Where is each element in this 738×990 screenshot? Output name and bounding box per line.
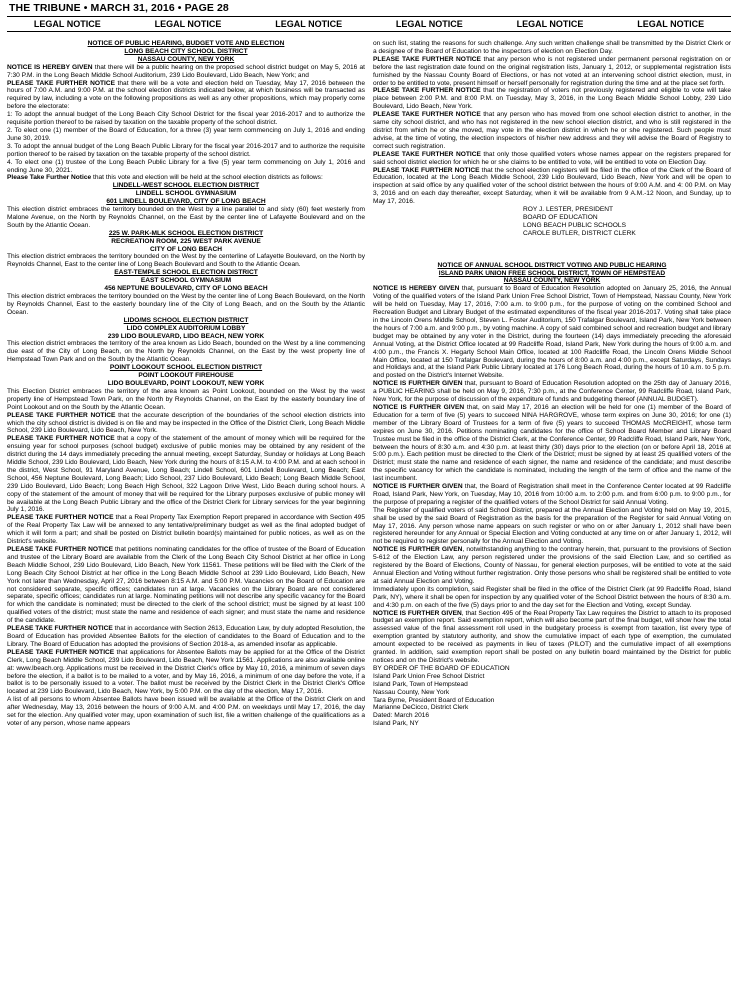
section-label: LEGAL NOTICE xyxy=(154,19,222,29)
notice-paragraph: A list of all persons to whom Absentee Ballots have been issued will be available at the Office of the District Clerk on and after Wednesday, May 13, 2016 between the hours of 9:00 A.M. and 4:00 P.M. on weekdays until May 17, 2016, the day set for the election. Any qualified voter may, upon examination of such list, file a written challenge of the qualifications as a voter of any person, whose name appears xyxy=(7,696,365,727)
spacer xyxy=(373,238,731,262)
notice-heading: POINT LOOKOUT SCHOOL ELECTION DISTRICT xyxy=(109,364,263,372)
notice-heading: NASSAU COUNTY, NEW YORK xyxy=(137,55,235,63)
notice-paragraph: Island Park, NY xyxy=(373,720,419,728)
notice-heading: CITY OF LONG BEACH xyxy=(149,245,223,253)
notice-paragraph: NOTICE IS FURTHER GIVEN that, the Board of Registration shall meet in the Conference Center located at 99 Radcliffe Road, Island Park, New York, on Tuesday, May 10, 2016 from 10:00 a.m. to 2:00 p.m. and from 6:00 p.m. to 9:00 p.m., for the purpose of preparing a register of the qualified voters of the School District for said Annual Voting. xyxy=(373,483,731,506)
notice-heading: NOTICE OF PUBLIC HEARING, BUDGET VOTE AND ELECTION xyxy=(87,40,285,47)
notice-heading: LIDO/MS SCHOOL ELECTION DISTRICT xyxy=(123,316,249,324)
notice-paragraph: PLEASE TAKE FURTHER NOTICE that applications for Absentee Ballots may be applied for at the Office of the District Clerk, Long Beach Middle School, 239 Lido Boulevard, Lido Beach, New York 11561. Applications are also available online at: www.lbeach.org. Applications must be received in the District Clerk's office by May 10, 2016, a minimum of seven days before the election, if a ballot is to be mailed to a voter, and by May 16, 2016, a minimum of one day before the vote, if a ballot is to be personally issued to a voter. The ballot must be received by the District Clerk in the District Clerk's Office located at 239 Lido Boulevard, Lido Beach, New York, by 5:00 P.M. on the day of the election, May 17, 2016. xyxy=(7,648,365,696)
section-label-row xyxy=(7,17,731,31)
left-column xyxy=(7,40,365,728)
notice-paragraph: Nassau County, New York xyxy=(373,688,450,696)
notice-paragraph: NOTICE IS FURTHER GIVEN that, on said May 17, 2016 an election will be held for one (1) member of the Board of Education for a term of five (5) years to succeed NINA HARGROVE, whose term expires on June 30, 2016; for one (1) member of the Library Board of Trustees for a term of five (5) years to succeed THOMAS McCREIGHT, whose term expires on June 30, 2016. Petitions nominating candidates for the office of School Board Member and Library Board Trustee must be filed in the office of the District Clerk, at the Conference Center, 99 Radcliffe Road, Island Park, New York, between the hours of 8:30 a.m. and 4:30 p.m. at least thirty (30) days prior to the election (on or before April 18, 2016 at 5:00 p.m.). Each petition must be directed to the Clerk of the District; must be signed by at least 25 qualified voters of the District; must state the name and residence of each signer, the name and residence of the candidate; and must describe the specific vacancy for which the candidate is nominated, including the length of the term of office and the name of the last incumbent. xyxy=(373,403,731,483)
notice-heading: LIDO BOULEVARD, POINT LOOKOUT, NEW YORK xyxy=(107,379,265,387)
notice-columns xyxy=(7,32,731,728)
notice-paragraph: Tara Byrne, President Board of Education xyxy=(373,696,495,704)
signature-line: CAROLE BUTLER, DISTRICT CLERK xyxy=(523,229,636,237)
notice-paragraph: Marianne DeCicco, District Clerk xyxy=(373,704,469,712)
notice-paragraph: PLEASE TAKE FURTHER NOTICE that the school election registers will be filed in the office of the Clerk of the Board of Education, located at the Long Beach Middle School, 239 Lido Boulevard, Lido Beach, New York and will be open to inspection at said office by any qualified voter of the school district between the hours of 9:00 A.M. and 4: 00 P.M. on May 3, 2016 and on each day thereafter, except Saturday, when it will be available from 9 A.M.-12 Noon, and Sunday, up to May 17, 2016. xyxy=(373,166,731,206)
notice-heading: 239 LIDO BOULEVARD, LIDO BEACH, NEW YORK xyxy=(107,332,265,340)
notice-paragraph: This election district embraces the territory bounded on the West by the centerline of Lafayette Boulevard, on the North by Reynolds Channel, East to the center line of Long Beach Boulevard and South to the Atlantic Ocean. xyxy=(7,253,365,269)
notice-paragraph: BY ORDER OF THE BOARD OF EDUCATION xyxy=(373,664,510,672)
notice-paragraph: on such list, stating the reasons for such challenge. Any such written challenge shall be transmitted by the District Clerk or a designee of the Board of Education to the inspectors of election on Election Day. xyxy=(373,40,731,55)
notice-paragraph: 4. To elect one (1) trustee of the Long Beach Public Library for a five (5) year term commencing on July 1, 2016 and ending June 30, 2021. xyxy=(7,158,365,174)
notice-paragraph: NOTICE IS HEREBY GIVEN that, pursuant to Board of Education Resolution adopted on January 25, 2016, the Annual Voting of the qualified voters of the Island Park Union Free School District, Town of Hempstead, Nassau County, New York will be held on Tuesday, May 17, 2016, 7:00 a.m. to 9:00 p.m., for the purpose of voting on the combined School and Recreation Budget and Library Budget of the estimated expenditures of the fiscal year 2016-2017. Voting shall take place in the Lincoln Orens Middle School, Steven L. Foster Auditorium, 150 Trafalgar Boulevard, Island Park, New York between the hours of 7:00 a.m. and 9:00 p.m., by voting machine. A copy of said combined school and recreation budget and library budget may be obtained by any voter in the District, during the fourteen (14) days immediately preceding the aforesaid Annual Voting, at the District Office located at 99 Radcliffe Road, Island Park, New York during the hours of 9:00 a.m. and 4:00 p.m., the Francis X. Hegarty School Main Office, located at 100 Radcliffe Road, the Lincoln Orens Middle School Main Office, located at 150 Trafalgar Boulevard, during the hours of 8:00 a.m. and 4:00 p.m., except Saturdays, Sundays and Holidays and, at the Island Park Public Library located at 176 Long Beach Road, during the hours of 10 a.m. to 5 p.m. and posted on the District's Internet Website. xyxy=(373,285,731,380)
notice-heading: EAST SCHOOL GYMNASIUM xyxy=(140,277,232,285)
notice-paragraph: 3. To adopt the annual budget of the Long Beach Public Library for the fiscal year 2016-2017 and to authorize the requisite portion thereof to be raised by taxation on the taxable property of the school district. xyxy=(7,142,365,158)
notice-paragraph: PLEASE TAKE FURTHER NOTICE that the registration of voters not previously registered and eligible to vote will take place between 2:00 P.M. and 8:00 P.M. on Tuesday, May 3, 2016, in the Long Beach Middle School Lobby, 239 Lido Boulevard, Lido Beach, New York. xyxy=(373,87,731,111)
section-label: LEGAL NOTICE xyxy=(637,19,705,29)
notice-paragraph: Island Park, Town of Hempstead xyxy=(373,680,468,688)
section-label: LEGAL NOTICE xyxy=(395,19,463,29)
signature-line: BOARD OF EDUCATION xyxy=(523,213,598,221)
notice-heading: 456 NEPTUNE BOULEVARD, CITY OF LONG BEACH xyxy=(104,285,268,293)
notice-paragraph: Dated: March 2016 xyxy=(373,712,430,720)
notice-heading: NOTICE OF ANNUAL SCHOOL DISTRICT VOTING AND PUBLIC HEARING xyxy=(437,261,667,269)
notice-paragraph: This Election District embraces the territory of the area known as Point Lookout, bounded on the West by the west property line of Hempstead Town Park, on the North by Reynolds Channel, on the East by the easterly boundary line of Point Lookout and on the South by the Atlantic Ocean. xyxy=(7,387,365,411)
notice-paragraph: NOTICE IS FURTHER GIVEN that, pursuant to Board of Education Resolution adopted on the 25th day of January 2016, a PUBLIC HEARING shall be held on May 9, 2016, 7:30 p.m., at the Conference Center, 99 Radcliffe Road, Island Park, New York, for the purpose of discussion of the expenditure of funds and budgeting thereof (ANNUAL BUDGET). xyxy=(373,380,731,404)
notice-paragraph: This election district embraces the territory bounded on the West by the center line of Long Beach Boulevard, on the North by Reynolds Channel, East to the easterly boundary line of the City of Long Beach, and on the South by the Atlantic Ocean. xyxy=(7,293,365,316)
notice-paragraph: PLEASE TAKE FURTHER NOTICE that petitions nominating candidates for the office of trustee of the Board of Education and trustee of the Library Board are available from the Clerk of the Long Beach City School District at her office in Long Beach Middle School, 239 Lido Boulevard, Lido Beach, New York 11561. These petitions will be filed with the Clerk of the Long Beach City School District at her office in the Long Beach Middle School at 239 Lido Boulevard, Lido Beach, New York not later than Wednesday, April 27, 2016 between 8:15 A.M. and 5:00 P.M. Vacancies on the Board of Education are not considered separate, specific offices; candidates run at large. Vacancies on the Library Board are not considered separate, specific offices; candidates run at large. Nominating petitions will not describe any specific vacancy for the Board for which the candidate is nominated; must be directed to the clerk of the school district; must be signed by at least 100 qualified voters of the district; must state the name and residence of each signer; and must state the name and residence of the candidate. xyxy=(7,546,365,625)
notice-heading: LIDO COMPLEX AUDITORIUM LOBBY xyxy=(126,324,246,332)
notice-paragraph: Island Park Union Free School District xyxy=(373,672,485,680)
section-label: LEGAL NOTICE xyxy=(275,19,343,29)
notice-paragraph: NOTICE IS HEREBY GIVEN that there will be a public hearing on the proposed school district budget on May 5, 2016 at 7:30 P.M. in the Long Beach Middle School Auditorium, 239 Lido Boulevard, Lido Beach, New York; and xyxy=(7,63,365,79)
notice-heading: 225 W. PARK-MLK SCHOOL ELECTION DISTRICT xyxy=(108,229,264,237)
notice-paragraph: PLEASE TAKE FURTHER NOTICE that any person who is not registered under permanent personal registration on or before the last registration date found on the original registration lists, January 1, 2012, or supplemental registration lists furnished by the Nassau County Board of Elections, or has not voted at an intervening school district election, must, in order to be entitled to vote, present himself or herself personally for registration during the time and at the place set forth. xyxy=(373,55,731,87)
notice-paragraph: NOTICE IS FURTHER GIVEN, that Section 495 of the Real Property Tax Law requires the District to attach to its proposed budget an exemption report. Said exemption report, which will also become part of the final budget, will show how the total assessed value of the final assessment roll used in the budgetary process is exempt from taxation, list every type of exemption granted by statutory authority, and show the cumulative impact of each type of exemption, the cumulated amount expected to be received as payments in lieu of taxes (PILOT) and the cumulative impact of all exemptions granted. In addition, said exemption report shall be posted on any bulletin board maintained by the District for public notices and on the District's website. xyxy=(373,609,731,664)
notice-paragraph: PLEASE TAKE FURTHER NOTICE that there will be a vote and election held on Tuesday, May 17, 2016 between the hours of 7:00 A.M. and 9:00 P.M. at the school election districts indicated below, at which business will be transacted as required by law, including a vote on the following propositions as well as any other propositions, which may properly come before the electorate: xyxy=(7,79,365,111)
right-column xyxy=(373,40,731,728)
notice-paragraph: PLEASE TAKE FURTHER NOTICE that a Real Property Tax Exemption Report prepared in accordance with Section 495 of the Real Property Tax Law will be annexed to any tentative/preliminary budget as well as the final adopted budget of which it will form a part; and shall be posted on District bulletin board(s) maintained for public notices, as well as on the District's website. xyxy=(7,514,365,546)
notice-heading: POINT LOOKOUT FIREHOUSE xyxy=(138,372,234,380)
notice-heading: LONG BEACH CITY SCHOOL DISTRICT xyxy=(124,47,248,55)
masthead: THE TRIBUNE • MARCH 31, 2016 • PAGE 28 xyxy=(9,2,229,14)
notice-heading: ISLAND PARK UNION FREE SCHOOL DISTRICT, TOWN OF HEMPSTEAD xyxy=(438,269,666,277)
notice-paragraph: The Register of qualified voters of said School District, prepared at the Annual Election and Voting held on May 19, 2015, shall be used by the said Board of Registration as the basis for the preparation of the Register for said Annual Voting on May 17, 2016. Any person whose name appears on such register or who on or after January 1, 2012 shall have been registered hereunder for any Annual or Special Election and Voting conducted at any time on or after January 1, 2012, will not be required to register personally for the Annual Election and Voting. xyxy=(373,506,731,546)
notice-heading: 601 LINDELL BOULEVARD, CITY OF LONG BEACH xyxy=(106,198,266,206)
section-label: LEGAL NOTICE xyxy=(516,19,584,29)
notice-heading: LINDELL-WEST SCHOOL ELECTION DISTRICT xyxy=(112,182,260,190)
notice-paragraph: 2. To elect one (1) member of the Board of Education, for a three (3) year term commencing on July 1, 2016 and ending June 30, 2019. xyxy=(7,126,365,142)
notice-paragraph: PLEASE TAKE FURTHER NOTICE that the accurate description of the boundaries of the school election districts into which the city school district is divided is on file and may be inspected in the Office of the District Clerk, Long Beach Middle School, 239 Lido Boulevard, Lido Beach, New York. xyxy=(7,411,365,435)
notice-paragraph: PLEASE TAKE FURTHER NOTICE that in accordance with Section 2613, Education Law, by duly adopted Resolution, the Board of Education has provided Absentee Ballots for the election of candidates to the Board of Education and to the Library. The Board of Education has adopted the provisions of Section 2018-a, as amended insofar as applicable. xyxy=(7,625,365,648)
signature-line: LONG BEACH PUBLIC SCHOOLS xyxy=(523,221,626,229)
section-label: LEGAL NOTICE xyxy=(33,19,101,29)
notice-heading: EAST-TEMPLE SCHOOL ELECTION DISTRICT xyxy=(114,269,258,277)
notice-heading: LINDELL SCHOOL GYMNASIUM xyxy=(135,190,237,198)
signature-line: ROY J. LESTER, PRESIDENT xyxy=(523,206,614,214)
notice-paragraph: 1: To adopt the annual budget of the Long Beach City School District for the fiscal year 2016-2017 and to authorize the requisite portion thereof to be raised by taxation on the taxable property of the school district. xyxy=(7,111,365,127)
notice-paragraph: PLEASE TAKE FURTHER NOTICE that only those qualified voters whose names appear on the registers prepared for said school district election for which he or she claims to be entitled to vote, will be entitled to vote on Election Day. xyxy=(373,150,731,166)
notice-paragraph: PLEASE TAKE FURTHER NOTICE that a copy of the statement of the amount of money which will be required for the ensuing year for school purposes (school budget) exclusive of public monies may be obtained by any resident of the district during the 14 days immediately preceding the annual meeting, except Saturday, Sunday or holidays at Long Beach Middle School, 239 Lido Boulevard, Lido Beach, New York during the hours of 8:15 A.M. to 4:00 P.M. and at each school in the district, West School, 91 Maryland Avenue, Long Beach; Lindell School, 601 Lindell Boulevard, Long Beach; East School, 456 Neptune Boulevard, Long Beach; Lido School, 237 Lido Boulevard, Lido Beach; Long Beach Middle School, 239 Lido Boulevard, Lido Beach; Long Beach High School, 322 Lagoon Drive West, Lido Beach during school hours. A copy of the statement of the amount of money that will be required for the Library purposes exclusive of public money will be available at the Long Beach Public Library and the office of the District Clerk for Library services for the year beginning July 1, 2016. xyxy=(7,435,365,514)
notice-paragraph: NOTICE IS FURTHER GIVEN, notwithstanding anything to the contrary herein, that, pursuant to the provisions of Section 5-612 of the Election Law, any person registered under the provisions of the said Election Law, and so certified as registered by the Board of Elections, County of Nassau, for general election purposes, will be entitled to vote at the said Annual Election and Voting without further registration. Only those persons who shall be registered shall be entitled to vote at said Annual Election and Voting. xyxy=(373,546,731,585)
notice-paragraph: Please Take Further Notice that this vote and election will be held at the school election districts as follows: xyxy=(7,174,323,182)
notice-heading: NASSAU COUNTY, NEW YORK xyxy=(503,277,601,285)
notice-paragraph: This election district embraces the territory bounded on the West by a line parallel to and sixty (60) feet westerly from Malone Avenue, on the North by Reynolds Channel, on the East by the center line of Lafayette Boulevard and on the South by the Atlantic Ocean. xyxy=(7,206,365,229)
notice-heading: RECREATION ROOM, 225 WEST PARK AVENUE xyxy=(111,237,261,245)
notice-paragraph: This election district embraces the territory of the area known as Lido Beach, bounded on the West by a line commencing due east of the City of Long Beach, on the North by Reynolds Channel, on the East by the west property line of Hempstead Town Park and on the South by the Atlantic Ocean. xyxy=(7,340,365,364)
notice-paragraph: PLEASE TAKE FURTHER NOTICE that any person who has moved from one school election district to another, in the same city school district, and who has not registered in the new school election district, and who is still registered in the district from which he or she moved, may vote in the election district in which he or she registered. Such people must advise, at the time of voting, the election inspectors of his/her new address and they will advise the Board of Registry to correct such registration. xyxy=(373,111,731,150)
notice-paragraph: Immediately upon its completion, said Register shall be filed in the office of the District Clerk (at 99 Radcliffe Road, Island Park, NY), where it shall be open for inspection by any qualified voter of the School District between the hours of 8:30 a.m. and 4:30 p.m. on each of the five (5) days prior to and the day set for the Election and Voting, except Sunday. xyxy=(373,585,731,609)
